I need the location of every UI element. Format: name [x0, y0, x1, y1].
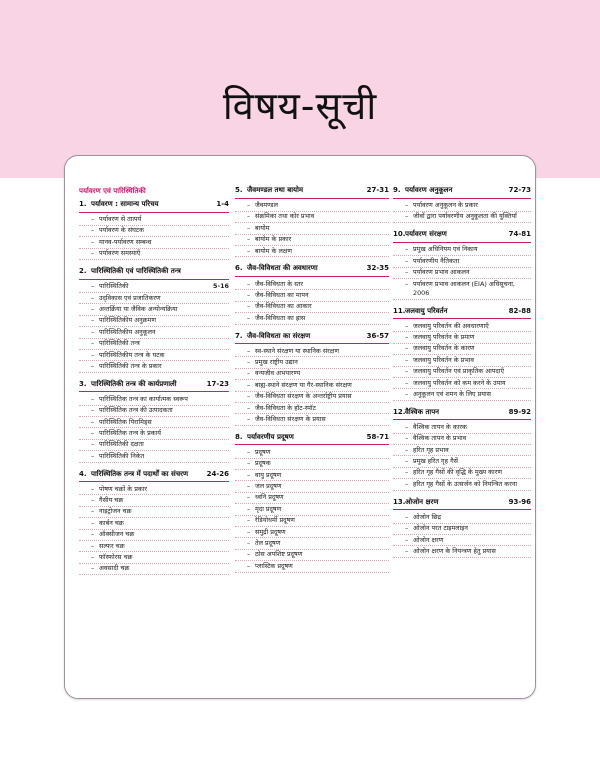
chapter-number: 11. [393, 306, 406, 315]
dash-bullet: – [247, 538, 251, 547]
toc-entry-text: पर्यावरणीय नैतिकता [413, 256, 460, 265]
toc-entry-text: ओजोन परत टाइमलाइन [413, 524, 468, 533]
chapter-title: पारिस्थितिक तन्त्र में पदार्थों का संचरण [91, 469, 189, 478]
toc-entry[interactable] [393, 344, 531, 355]
chapter [393, 230, 531, 299]
chapter-page-range: 58-71 [366, 432, 389, 441]
toc-entry[interactable] [235, 414, 389, 425]
toc-entry[interactable] [393, 201, 531, 212]
toc-entry-text: जलवायु परिवर्तन एवं प्राकृतिक आपदाएँ [413, 367, 504, 376]
toc-entry[interactable] [79, 226, 229, 237]
dash-bullet: – [91, 530, 95, 539]
toc-entry-text: पोषण चक्रों के प्रकार [99, 484, 148, 493]
chapter-heading[interactable] [79, 267, 229, 280]
section-heading: पर्यावरण एवं पारिस्थितिकी [79, 187, 146, 195]
toc-entry-text: ध्वनि प्रदूषण [255, 493, 284, 502]
chapter-title: पर्यावरण संरक्षण [405, 230, 447, 239]
toc-entry-text: पारिस्थितिकीय अनुकूलन [99, 327, 156, 336]
dash-bullet: – [405, 389, 409, 398]
dash-bullet: – [247, 459, 251, 468]
chapter-number: 13. [393, 497, 406, 506]
chapter-title: ओजोन क्षरण [405, 497, 439, 506]
toc-entry[interactable] [79, 350, 229, 361]
toc-entry-text: जलवायु परिवर्तन के प्रभाव [413, 355, 474, 364]
toc-entry[interactable] [393, 445, 531, 456]
dash-bullet: – [405, 268, 409, 277]
toc-entry[interactable] [235, 235, 389, 246]
toc-column-2 [235, 186, 389, 580]
toc-entry-text: प्रदूषक [255, 459, 271, 468]
toc-entry[interactable] [79, 495, 229, 506]
toc-entry-text: जैव-विविधता संरक्षण के प्रयास [255, 414, 326, 423]
dash-bullet: – [91, 282, 95, 291]
chapter-number: 3. [79, 379, 87, 388]
toc-entry[interactable] [393, 389, 531, 400]
dash-bullet: – [247, 313, 251, 322]
chapter [79, 267, 229, 373]
dash-bullet: – [405, 422, 409, 431]
dash-bullet: – [91, 249, 95, 258]
toc-entry[interactable] [79, 564, 229, 575]
dash-bullet: – [247, 223, 251, 232]
toc-entry[interactable] [79, 552, 229, 563]
toc-entry[interactable] [393, 367, 531, 378]
toc-entry-text: पारिस्थितिकी [99, 282, 129, 291]
toc-entry-text: जलवायु परिवर्तन की अवधारणाएँ [413, 321, 489, 330]
toc-entry-text: पारिस्थितिकी तन्त्र [99, 339, 140, 348]
chapter-title: पर्यावरणीय प्रदूषण [247, 432, 294, 441]
dash-bullet: – [91, 226, 95, 235]
toc-entry[interactable] [79, 361, 229, 372]
chapter-title: पर्यावरण अनुकूलन [405, 186, 453, 194]
dash-bullet: – [405, 333, 409, 342]
toc-entry-text: जैव-विविधता का मापन [255, 290, 309, 299]
chapter-title: पारिस्थितिकी एवं पारिस्थितिकी तन्त्र [91, 267, 181, 276]
chapter-page-range: 72-73 [508, 186, 531, 194]
toc-entry-text: जल प्रदूषण [255, 482, 282, 491]
dash-bullet: – [405, 512, 409, 521]
chapter-heading[interactable] [235, 433, 389, 446]
toc-entry[interactable] [393, 212, 531, 223]
toc-entry-text: जैव-विविधता संरक्षण के अन्तर्राष्ट्रीय प्रयास [255, 392, 352, 401]
toc-entry[interactable] [235, 516, 389, 527]
toc-entry[interactable] [79, 428, 229, 439]
toc-entry-text: बायोम के लक्षण [255, 246, 292, 255]
chapter [393, 408, 531, 491]
toc-entry[interactable] [235, 290, 389, 301]
toc-entry-text: वन्यजीव अभयारण्य [255, 369, 301, 378]
toc-entry[interactable] [393, 268, 531, 279]
toc-entry[interactable] [79, 541, 229, 552]
chapter [79, 200, 229, 260]
dash-bullet: – [247, 414, 251, 423]
toc-entry-text: उद्‌विकास एवं प्रजातिकरण [99, 293, 161, 302]
dash-bullet: – [247, 550, 251, 559]
toc-entry[interactable] [235, 538, 389, 549]
dash-bullet: – [91, 451, 95, 460]
toc-entry[interactable] [79, 507, 229, 518]
toc-entry-text: प्रदूषण [255, 447, 271, 456]
dash-bullet: – [91, 237, 95, 246]
toc-entry-text: फॉस्फोरस चक्र [99, 552, 133, 561]
dash-bullet: – [247, 493, 251, 502]
toc-entry-text: रेडियोधर्मी प्रदूषण [255, 516, 295, 525]
dash-bullet: – [91, 440, 95, 449]
dash-bullet: – [247, 201, 251, 210]
dash-bullet: – [91, 552, 95, 561]
dash-bullet: – [405, 367, 409, 376]
chapter-title: पर्यावरण : सामान्य परिचय [91, 200, 159, 208]
toc-entry[interactable] [393, 321, 531, 332]
toc-entry-text: वायु प्रदूषण [255, 470, 282, 479]
chapter-heading[interactable] [79, 470, 229, 483]
toc-entry-text: बायोम के प्रकार [255, 235, 292, 244]
chapter [393, 498, 531, 558]
toc-entry[interactable] [235, 201, 389, 212]
chapter-heading[interactable] [393, 307, 531, 320]
toc-entry[interactable] [393, 245, 531, 256]
chapter-heading[interactable] [393, 230, 531, 243]
toc-entry[interactable] [393, 434, 531, 445]
chapter-page-range: 89-92 [508, 407, 531, 416]
toc-entry[interactable] [79, 484, 229, 495]
toc-entry-text: अनुकूलन एवं शमन के लिए प्रयास [413, 389, 491, 398]
toc-entry[interactable] [393, 468, 531, 479]
dash-bullet: – [405, 434, 409, 443]
toc-entry-text: पर्यावरण समस्याएँ [99, 249, 141, 258]
chapter-heading[interactable] [393, 408, 531, 421]
toc-entry[interactable] [79, 394, 229, 405]
dash-bullet: – [405, 279, 409, 288]
toc-entry-text: प्रमुख हरित गृह गैसें [413, 457, 458, 466]
chapter-number: 7. [235, 331, 243, 340]
toc-entry-text: वैश्विक तापन के प्रभाव [413, 434, 467, 443]
chapter-number: 2. [79, 267, 87, 276]
chapter-page-range: 27-31 [366, 186, 389, 194]
toc-column-1 [79, 186, 229, 582]
chapter-number: 9. [393, 186, 401, 194]
chapter-page-range: 36-57 [366, 331, 389, 340]
toc-entry-text: ओजोन क्षरण [413, 535, 444, 544]
toc-entry-text: ओजोन छिद्र [413, 512, 442, 521]
toc-entry-pages: 5-16 [213, 282, 229, 291]
dash-bullet: – [247, 235, 251, 244]
toc-entry-text: पारिस्थितिकी निकेत [99, 451, 145, 460]
chapter-title: वैश्विक तापन [405, 407, 440, 416]
toc-entry[interactable] [393, 422, 531, 433]
dash-bullet: – [405, 321, 409, 330]
toc-entry-text: पारिस्थितिकी तन्त्र के प्रकार [99, 361, 162, 370]
toc-entry-text: ठोस अपशिष्ट प्रदूषण [255, 550, 303, 559]
dash-bullet: – [247, 302, 251, 311]
toc-entry-text: जलवायु परिवर्तन के कारण [413, 344, 475, 353]
page-title: विषय-सूची [222, 84, 378, 128]
chapter-page-range: 17-23 [206, 379, 229, 388]
dash-bullet: – [405, 457, 409, 466]
toc-entry-text: समुद्री प्रदूषण [255, 527, 286, 536]
chapter-title: पारिस्थितिकी तन्त्र की कार्यप्रणाली [91, 379, 177, 388]
toc-entry-text: पारिस्थितिकीय अनुक्रमण [99, 316, 157, 325]
toc-entry-text: जैव-विविधता के स्तर [255, 279, 303, 288]
dash-bullet: – [405, 524, 409, 533]
dash-bullet: – [91, 496, 95, 505]
chapter [235, 332, 389, 426]
toc-entry-text: नाइट्रोजन चक्र [99, 507, 132, 516]
toc-entry[interactable] [235, 313, 389, 324]
dash-bullet: – [247, 561, 251, 570]
toc-entry[interactable] [393, 524, 531, 535]
chapter-title: जैवमण्डल तथा बायोम [247, 186, 304, 194]
chapter-title: जलवायु परिवर्तन [405, 306, 448, 315]
toc-entry[interactable] [79, 304, 229, 315]
toc-entry[interactable] [235, 493, 389, 504]
toc-entry-text: पर्यावरण अनुकूलन के प्रकार [413, 201, 478, 210]
toc-entry[interactable] [235, 302, 389, 313]
toc-entry-text: गैसीय चक्र [99, 496, 124, 505]
dash-bullet: – [247, 482, 251, 491]
chapter [235, 433, 389, 573]
toc-entry-text: पारिस्थितिक तन्त्र का कार्यात्मक स्वरूप [99, 394, 188, 403]
toc-entry-text: जैव-विविधता का ह्रास [255, 313, 306, 322]
toc-entry[interactable] [393, 535, 531, 546]
toc-column-3 [393, 186, 531, 565]
chapter-title: जैव-विविधता की अवधारणा [247, 264, 318, 273]
toc-entry[interactable] [235, 357, 389, 368]
chapter [235, 186, 389, 257]
toc-entry-text: पर्यावरण से तात्पर्य [99, 215, 142, 224]
toc-entry[interactable] [393, 512, 531, 523]
toc-entry[interactable] [79, 237, 229, 248]
chapter-heading[interactable] [393, 186, 531, 199]
dash-bullet: – [91, 316, 95, 325]
chapter-heading[interactable] [235, 332, 389, 345]
toc-entry-text: पारिस्थितिक पिरामिड्स [99, 417, 152, 426]
dash-bullet: – [91, 518, 95, 527]
toc-entry-text: बाह्य-स्थाने संरक्षण या गैर-स्थानिक संरक्षण [255, 380, 352, 389]
toc-entry-text: जैवमण्डल [255, 201, 278, 210]
dash-bullet: – [405, 378, 409, 387]
dash-bullet: – [247, 447, 251, 456]
dash-bullet: – [247, 346, 251, 355]
dash-bullet: – [247, 246, 251, 255]
dash-bullet: – [405, 479, 409, 488]
toc-entry-text: सल्फर चक्र [99, 541, 125, 550]
toc-entry[interactable] [235, 527, 389, 538]
toc-entry[interactable] [235, 212, 389, 223]
toc-entry[interactable] [393, 378, 531, 389]
toc-entry-text: अन्तर्क्रिया या जैविक अन्योन्यक्रिया [99, 304, 178, 313]
toc-entry[interactable] [235, 403, 389, 414]
toc-entry[interactable] [393, 256, 531, 267]
dash-bullet: – [247, 516, 251, 525]
toc-entry-text: पर्यावरण के संघटक [99, 226, 144, 235]
dash-bullet: – [91, 339, 95, 348]
chapter-heading[interactable] [79, 380, 229, 393]
chapter [79, 380, 229, 463]
dash-bullet: – [405, 355, 409, 364]
toc-entry[interactable] [235, 223, 389, 234]
dash-bullet: – [247, 290, 251, 299]
toc-entry-text: हरित गृह गैसों के उत्सर्जन को नियन्त्रित करना [413, 479, 518, 488]
toc-entry[interactable] [235, 246, 389, 257]
toc-entry-text: जैव-विविधता का आकार [255, 302, 312, 311]
toc-entry[interactable] [235, 279, 389, 290]
toc-entry[interactable] [79, 339, 229, 350]
toc-entry-text: ऑक्सीजन चक्र [99, 530, 135, 539]
dash-bullet: – [405, 468, 409, 477]
toc-entry[interactable] [79, 440, 229, 451]
dash-bullet: – [247, 369, 251, 378]
chapter [393, 307, 531, 401]
chapter-number: 5. [235, 186, 243, 194]
toc-entry[interactable] [235, 459, 389, 470]
chapter-page-range: 93-96 [508, 497, 531, 506]
toc-entry[interactable] [79, 406, 229, 417]
dash-bullet: – [247, 380, 251, 389]
dash-bullet: – [247, 358, 251, 366]
toc-entry[interactable] [235, 346, 389, 357]
chapter-number: 4. [79, 469, 87, 478]
toc-entry-text: मानव-पर्यावरण सम्बन्ध [99, 237, 152, 246]
toc-entry-text: ओजोन क्षरण के नियन्त्रण हेतु प्रयास [413, 546, 496, 555]
toc-entry-text: प्रमुख अधिनियम एवं निकाय [413, 245, 478, 254]
toc-entry[interactable] [235, 369, 389, 380]
dash-bullet: – [91, 350, 95, 359]
chapter-heading[interactable] [79, 200, 229, 213]
toc-entry[interactable] [79, 530, 229, 541]
toc-entry[interactable] [235, 470, 389, 481]
toc-entry-text: बायोम [255, 223, 270, 232]
toc-entry[interactable] [79, 417, 229, 428]
toc-entry-text: कार्बन चक्र [99, 518, 124, 527]
chapter-page-range: 24-26 [206, 469, 229, 478]
dash-bullet: – [91, 293, 95, 302]
chapter-title: जैव-विविधता का संरक्षण [247, 331, 311, 340]
toc-entry[interactable] [79, 327, 229, 338]
dash-bullet: – [91, 428, 95, 437]
dash-bullet: – [247, 527, 251, 536]
chapter-number: 12. [393, 407, 406, 416]
dash-bullet: – [247, 279, 251, 288]
chapter [79, 470, 229, 576]
dash-bullet: – [91, 541, 95, 550]
dash-bullet: – [91, 304, 95, 313]
toc-entry[interactable] [393, 279, 531, 300]
toc-entry-text: मृदा प्रदूषण [255, 504, 282, 513]
dash-bullet: – [91, 564, 95, 573]
toc-entry[interactable] [393, 456, 531, 467]
chapter-number: 8. [235, 432, 243, 441]
table-of-contents [64, 155, 536, 699]
dash-bullet: – [91, 327, 95, 336]
chapter-page-range: 74-81 [508, 230, 531, 239]
toc-entry-text: जीवों द्वारा पर्यावरणीय अनुकूलता की युक्तियाँ [413, 212, 517, 221]
toc-entry-text: हरित गृह प्रभाव [413, 445, 449, 454]
dash-bullet: – [91, 361, 95, 370]
toc-entry[interactable] [235, 481, 389, 492]
dash-bullet: – [405, 546, 409, 555]
toc-entry-text: प्रमुख राष्ट्रीय उद्यान [255, 358, 298, 366]
toc-entry[interactable] [393, 332, 531, 343]
toc-entry-text: तेल प्रदूषण [255, 538, 281, 547]
dash-bullet: – [405, 535, 409, 544]
dash-bullet: – [91, 417, 95, 426]
toc-entry[interactable] [393, 355, 531, 366]
toc-entry-text: अवसादी चक्र [99, 564, 130, 573]
toc-entry-text: जैव-विविधता के हॉट-स्पॉट [255, 403, 316, 412]
toc-entry-text: पारिस्थितिकीय तन्त्र के घटक [99, 350, 165, 359]
toc-entry-text: जलवायु परिवर्तन के प्रमाण [413, 333, 475, 342]
toc-entry-text: पारिस्थितिकी दक्षता [99, 440, 144, 449]
dash-bullet: – [247, 403, 251, 412]
toc-entry[interactable] [235, 561, 389, 572]
dash-bullet: – [405, 256, 409, 265]
dash-bullet: – [247, 470, 251, 479]
toc-entry[interactable] [393, 479, 531, 490]
toc-entry[interactable] [235, 447, 389, 458]
toc-entry[interactable] [393, 546, 531, 557]
chapter-number: 1. [79, 200, 87, 208]
dash-bullet: – [91, 394, 95, 403]
toc-entry[interactable] [79, 518, 229, 529]
chapter-page-range: 82-88 [508, 306, 531, 315]
chapter-heading[interactable] [393, 498, 531, 511]
toc-entry-text: हरित गृह गैसों की वृद्धि के मुख्य कारण [413, 468, 502, 477]
dash-bullet: – [91, 406, 95, 415]
toc-entry-text: स्व-स्थाने संरक्षण या स्थानिक संरक्षण [255, 346, 339, 355]
dash-bullet: – [247, 504, 251, 513]
dash-bullet: – [91, 215, 95, 224]
chapter-page-range: 1-4 [216, 200, 229, 208]
toc-entry-text: जलवायु परिवर्तन को कम करने के उपाय [413, 378, 506, 387]
dash-bullet: – [405, 445, 409, 454]
dash-bullet: – [91, 507, 95, 516]
chapter-heading[interactable] [235, 186, 389, 199]
toc-entry[interactable] [79, 451, 229, 462]
dash-bullet: – [91, 484, 95, 493]
toc-entry[interactable] [79, 316, 229, 327]
dash-bullet: – [405, 212, 409, 221]
toc-entry-text: पारिस्थितिक तन्त्र की उत्पादकता [99, 406, 173, 415]
toc-entry[interactable] [235, 550, 389, 561]
toc-entry[interactable] [235, 504, 389, 515]
toc-entry[interactable] [79, 249, 229, 260]
chapter-heading[interactable] [235, 264, 389, 277]
chapter [393, 186, 531, 223]
toc-entry[interactable] [235, 392, 389, 403]
toc-entry[interactable] [79, 282, 229, 293]
toc-entry-text: वैश्विक तापन के कारक [413, 422, 467, 431]
chapter [235, 264, 389, 324]
toc-entry[interactable] [79, 293, 229, 304]
dash-bullet: – [405, 245, 409, 254]
chapter-number: 10. [393, 230, 406, 239]
dash-bullet: – [247, 212, 251, 221]
toc-entry-text: प्लास्टिक प्रदूषण [255, 561, 293, 570]
chapter-number: 6. [235, 264, 243, 273]
dash-bullet: – [247, 392, 251, 401]
toc-entry[interactable] [235, 380, 389, 391]
dash-bullet: – [405, 344, 409, 353]
toc-entry-text: पर्यावरण प्रभाव आकलन (EIA) अधिसूचना, 2006 [413, 279, 515, 297]
dash-bullet: – [405, 201, 409, 210]
toc-entry-text: पर्यावरण प्रभाव आकलन [413, 268, 470, 277]
toc-entry[interactable] [79, 215, 229, 226]
toc-entry-text: संक्रमिका तथा कोर प्रभाव [255, 212, 315, 221]
chapter-page-range: 32-35 [366, 264, 389, 273]
toc-entry-text: पारिस्थितिक तन्त्र के प्रकार्य [99, 428, 162, 437]
